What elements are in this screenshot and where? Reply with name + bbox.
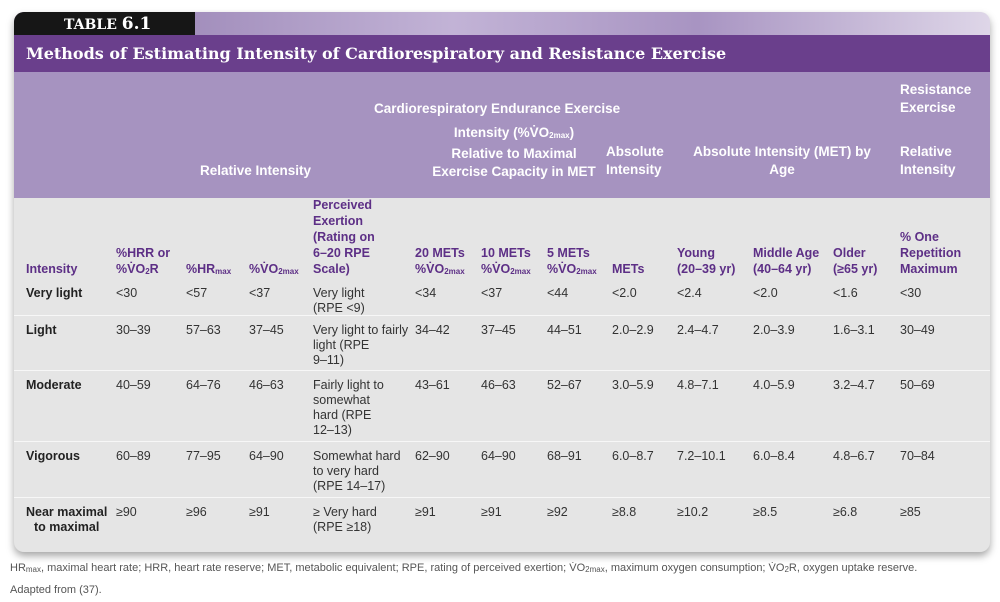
row-divider [14,315,990,316]
table-cell: ≥91 [481,505,502,519]
table-card [14,12,990,552]
table-cell: 6.0–8.4 [753,449,795,463]
group-header-band [14,72,990,198]
table-cell: Very light to fairly light (RPE 9–11) [313,323,409,367]
table-cell: 37–45 [481,323,516,337]
column-header: % One Repetition Maximum [900,230,962,276]
absolute-intensity-header: Absolute Intensity [606,144,664,177]
column-header: Middle Age (40–64 yr) [753,246,820,276]
footnote-abbreviations: $HR_{max}$, maximal heart rate; HRR, heart rate reserve; MET, metabolic equivalent; RPE, rating of perceived exertion; $V̇O_{2max}$, maximum oxygen consumption; $V̇O_2R$, oxygen uptake reserve. [10,562,918,574]
table-cell: 7.2–10.1 [677,449,726,463]
row-divider [14,441,990,442]
intensity-vo2max-header: Intensity $(\%V̇O_{2max})$ Relative to Maximal Exercise Capacity in MET [432,125,596,179]
table-cell: 30–49 [900,323,935,337]
table-cell: 43–61 [415,378,450,392]
row-divider [14,497,990,498]
column-header: METs [612,262,645,276]
table-cell: 60–89 [116,449,151,463]
row-label: Very light [26,286,83,300]
relative-intensity-header: Relative Intensity [200,163,312,178]
table-cell: <37 [249,286,271,300]
table-cell: <34 [415,286,437,300]
table-cell: <44 [547,286,569,300]
resistance-relative-header: Relative Intensity [900,144,956,177]
table-cell: 46–63 [481,378,516,392]
table-cell: 2.0–2.9 [612,323,654,337]
table-cell: 3.2–4.7 [833,378,875,392]
column-header: 20 METs $\%V̇O_{2max}$ [415,246,465,276]
table-cell: <2.0 [753,286,778,300]
table-title: Methods of Estimating Intensity of Cardiorespiratory and Resistance Exercise [14,35,990,72]
table-cell: ≥91 [249,505,270,519]
column-header: Older (≥65 yr) [833,246,878,276]
table-cell: 44–51 [547,323,582,337]
table-cell: <2.0 [612,286,637,300]
column-header: %HRR or $\%V̇O_2R$ [116,246,171,276]
footnote-source: Adapted from (37). [10,584,102,596]
table-word: TABLE [64,17,117,33]
table-cell: 64–90 [249,449,284,463]
absolute-by-age-header: Absolute Intensity (MET) by Age [693,144,871,177]
table-cell: ≥92 [547,505,568,519]
table-cell: 77–95 [186,449,221,463]
table-cell: ≥91 [415,505,436,519]
column-header: $\%HR_{max}$ [186,262,232,276]
column-header: Intensity [26,262,78,276]
table-cell: ≥8.8 [612,505,637,519]
table-cell: 70–84 [900,449,935,463]
table-cell: ≥96 [186,505,207,519]
table-cell: 64–76 [186,378,221,392]
table-cell: <30 [900,286,922,300]
table-cell: 46–63 [249,378,284,392]
table-cell: <1.6 [833,286,858,300]
row-label: Near maximal to maximal [26,505,108,534]
table-cell: 50–69 [900,378,935,392]
table-cell: 6.0–8.7 [612,449,654,463]
table-cell: 68–91 [547,449,582,463]
table-cell: 37–45 [249,323,284,337]
table-cell: 4.8–6.7 [833,449,875,463]
table-cell: 64–90 [481,449,516,463]
row-label: Vigorous [26,449,80,463]
table-cell: ≥90 [116,505,137,519]
table-cell: <2.4 [677,286,702,300]
table-cell: ≥ Very hard (RPE ≥18) [313,505,377,534]
table-cell: 3.0–5.9 [612,378,654,392]
table-number: 6.1 [121,14,152,34]
table-cell: Very light (RPE <9) [313,286,365,315]
table-cell: 2.4–4.7 [677,323,719,337]
table-label [14,12,195,35]
column-header: $\%V̇O_{2max}$ [249,262,299,276]
row-divider [14,370,990,371]
table-cell: ≥6.8 [833,505,858,519]
table-cell: Fairly light to somewhat hard (RPE 12–13) [313,378,384,437]
row-label: Moderate [26,378,82,392]
column-header: 10 METs $\%V̇O_{2max}$ [481,246,531,276]
table-cell: 2.0–3.9 [753,323,795,337]
table-cell: 62–90 [415,449,450,463]
table-cell: <57 [186,286,208,300]
column-header: 5 METs $\%V̇O_{2max}$ [547,246,597,276]
table-cell: 52–67 [547,378,582,392]
column-header: Perceived Exertion (Rating on 6–20 RPE Scale) [313,198,375,276]
table-cell: 57–63 [186,323,221,337]
table-cell: <37 [481,286,503,300]
table-cell: 4.0–5.9 [753,378,795,392]
column-header: Young (20–39 yr) [677,246,736,276]
table-cell: 1.6–3.1 [833,323,875,337]
table-cell: 30–39 [116,323,151,337]
table-cell: 4.8–7.1 [677,378,719,392]
table-cell: ≥85 [900,505,921,519]
table-cell: 40–59 [116,378,151,392]
table-cell: 34–42 [415,323,450,337]
cardio-header: Cardiorespiratory Endurance Exercise [374,101,621,116]
table-cell: ≥8.5 [753,505,778,519]
table-cell: ≥10.2 [677,505,709,519]
row-label: Light [26,323,57,337]
table-cell: Somewhat hard to very hard (RPE 14–17) [313,449,401,493]
resistance-header: Resistance Exercise [900,82,972,115]
table-cell: <30 [116,286,138,300]
